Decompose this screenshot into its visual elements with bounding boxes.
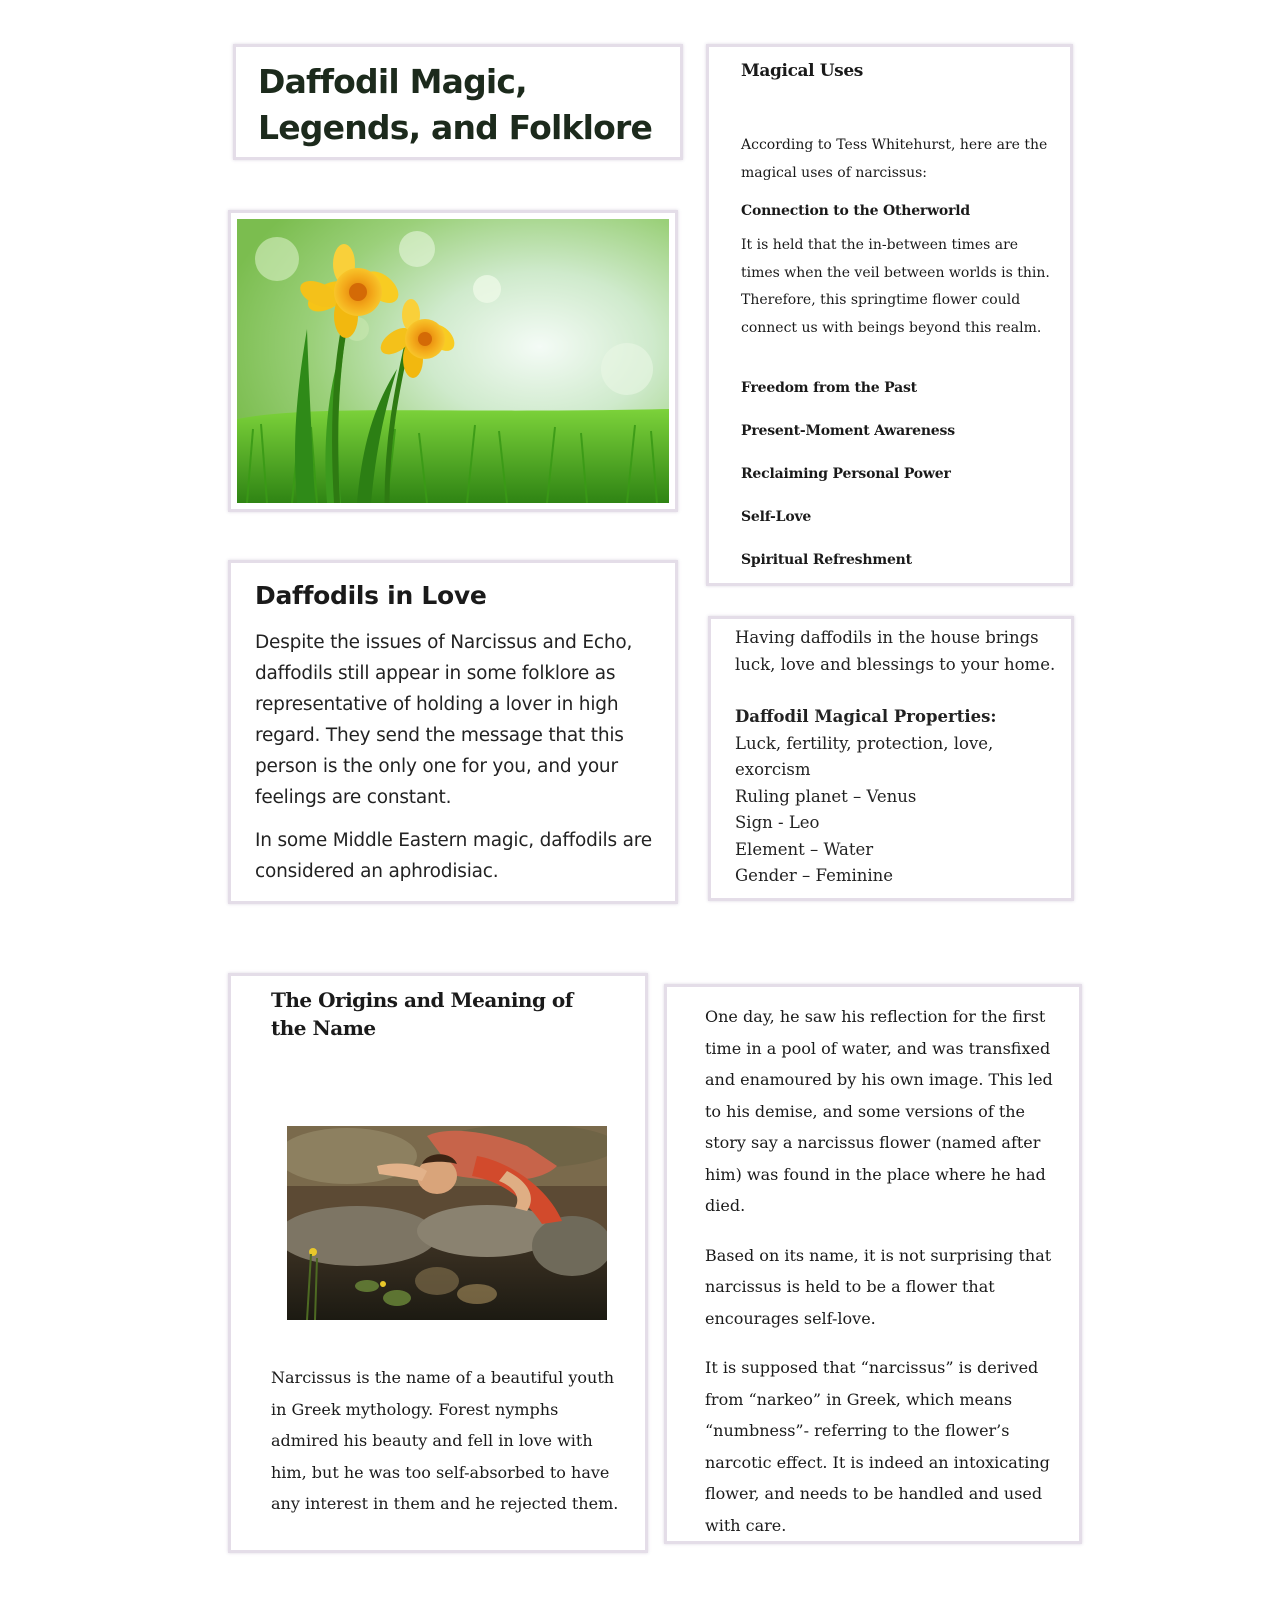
- daffodil-photo-card: [228, 210, 678, 512]
- property-line: Sign - Leo: [735, 813, 820, 832]
- daffodils-in-love-card: [228, 560, 678, 904]
- use-title-freedom: Freedom from the Past: [741, 380, 917, 396]
- love-paragraph: Despite the issues of Narcissus and Echo, daffodils still appear in some folklore as representative of holding a lover in high regard. They send the message that this person is the only one for you, and your feelings are constant.: [255, 632, 633, 808]
- use-title-awareness: Present-Moment Awareness: [741, 423, 955, 439]
- origins-card: [228, 973, 648, 1553]
- origins-body: Narcissus is the name of a beautiful youth in Greek mythology. Forest nymphs admired his beauty and fell in love with him, but he was too self-absorbed to have any interest in them and he rejected them.: [271, 1368, 619, 1513]
- property-line: Ruling planet – Venus: [735, 786, 917, 806]
- magical-uses-card: [706, 44, 1073, 586]
- title-card: [233, 44, 683, 160]
- magical-properties-card: [708, 616, 1074, 901]
- love-heading: Daffodils in Love: [255, 581, 487, 610]
- property-line: Luck, fertility, protection, love,: [735, 733, 994, 753]
- story-body: [705, 1001, 1055, 1559]
- page-title: Daffodil Magic, Legends, and Folklore: [258, 62, 653, 147]
- use-title-power: Reclaiming Personal Power: [741, 466, 951, 482]
- love-body: [255, 627, 665, 899]
- use-title-otherworld: Connection to the Otherworld: [741, 203, 970, 219]
- magical-uses-intro: According to Tess Whitehurst, here are the magical uses of narcissus:: [741, 137, 1048, 181]
- use-title-refreshment: Spiritual Refreshment: [741, 552, 912, 568]
- properties-heading: Daffodil Magical Properties:: [735, 707, 997, 726]
- properties-lines: [735, 625, 1065, 890]
- property-line: exorcism: [735, 760, 811, 779]
- origins-heading: The Origins and Meaning of the Name: [271, 988, 573, 1040]
- story-paragraph: One day, he saw his reflection for the first time in a pool of water, and was transfixed and enamoured by his own image. This led to his demise, and some versions of the story say a narcissus flower (named after him) was found in the place where he had died.: [705, 1007, 1053, 1215]
- love-paragraph: In some Middle Eastern magic, daffodils are considered an aphrodisiac.: [255, 830, 652, 882]
- use-title-self-love: Self-Love: [741, 509, 812, 525]
- magical-uses-heading: Magical Uses: [741, 61, 863, 81]
- property-line: Gender – Feminine: [735, 866, 894, 885]
- narcissus-painting: [287, 1126, 607, 1320]
- story-paragraph: It is supposed that “narcissus” is derived from “narkeo” in Greek, which means “numbness”- referring to the flower’s narcotic effect. It is indeed an intoxicating flower, and needs to be handled and used with care.: [705, 1358, 1050, 1535]
- property-line: Element – Water: [735, 839, 874, 859]
- daffodil-photo: [237, 219, 669, 503]
- properties-intro-line: luck, love and blessings to your home.: [735, 654, 1056, 674]
- use-text-otherworld: It is held that the in-between times are times when the veil between worlds is thin. Therefore, this springtime flower could connect us with beings beyond this realm.: [741, 237, 1050, 336]
- properties-intro-line: Having daffodils in the house brings: [735, 628, 1039, 647]
- story-paragraph: Based on its name, it is not surprising that narcissus is held to be a flower that encourages self-love.: [705, 1245, 1052, 1328]
- story-card: [664, 984, 1082, 1544]
